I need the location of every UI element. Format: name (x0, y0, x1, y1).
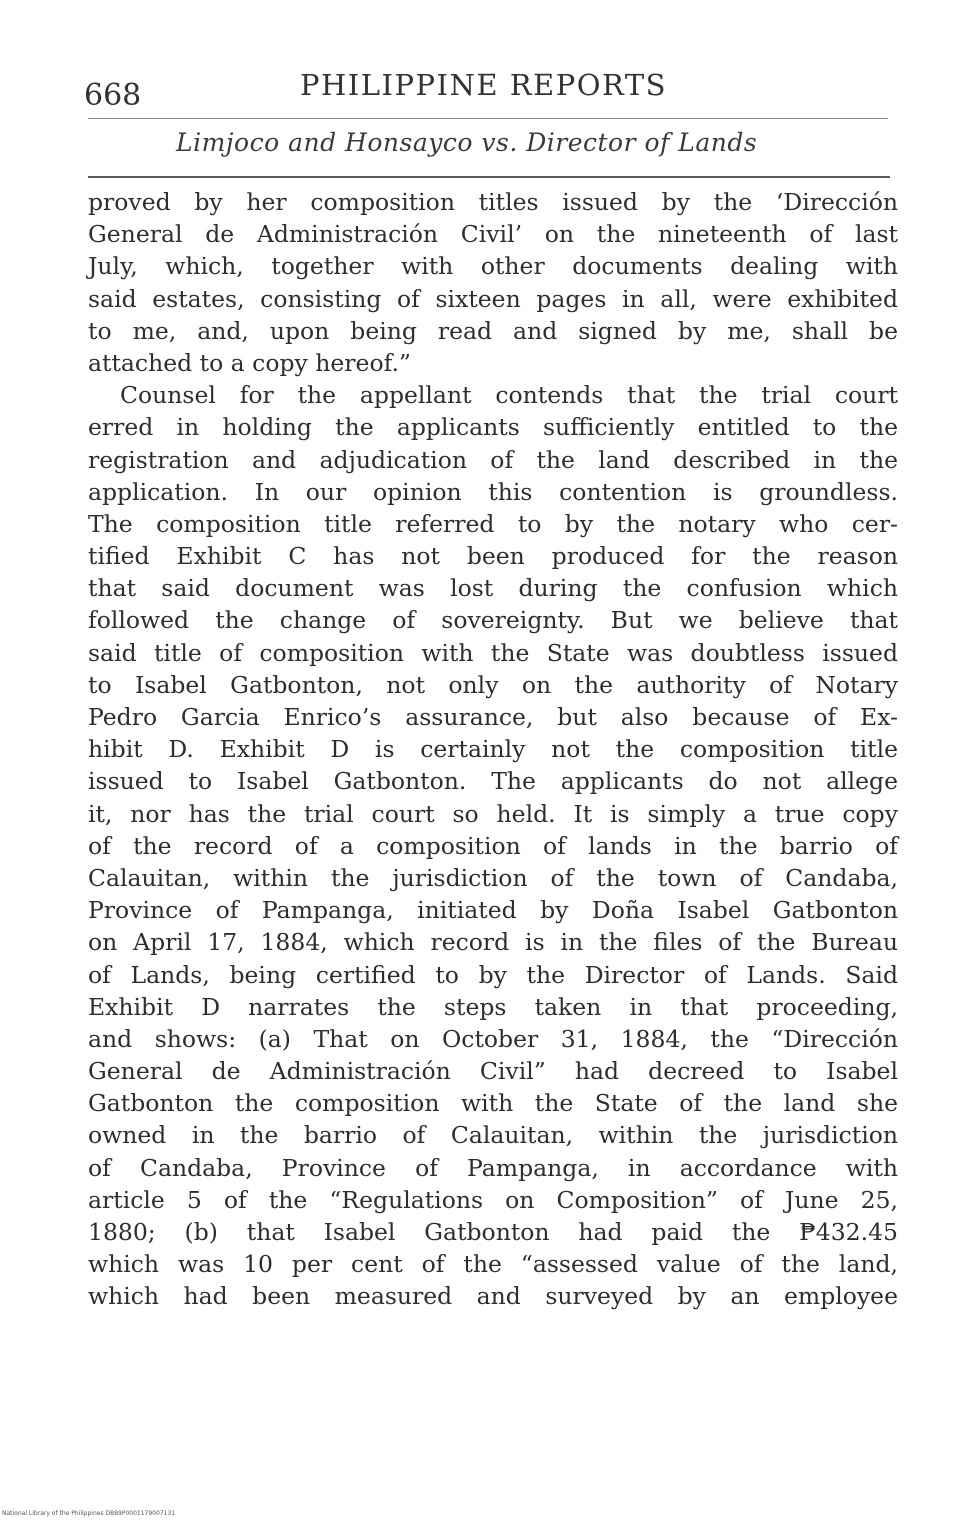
text-line: Calauitan, within the jurisdiction of the town of Candaba, (88, 863, 898, 892)
text-line: proved by her composition titles issued by the ‘Dirección (88, 188, 898, 216)
body-text (88, 186, 898, 1313)
page-number: 668 (84, 78, 142, 113)
running-title: PHILIPPINE REPORTS (300, 68, 668, 102)
text-line: Pedro Garcia Enrico’s assurance, but also because of Ex- (88, 703, 898, 731)
text-line: Gatbonton the composition with the State of the land she (88, 1089, 898, 1118)
text-line: which had been measured and surveyed by an employee (88, 1282, 898, 1311)
text-line: said title of composition with the State was doubtless issued (88, 638, 898, 667)
text-line: The composition title referred to by the notary who cer- (88, 509, 898, 538)
text-line: which was 10 per cent of the “assessed value of the land, (88, 1250, 898, 1279)
text-line: Province of Pampanga, initiated by Doña Isabel Gatbonton (88, 896, 898, 925)
text-line: of Lands, being certified to by the Director of Lands. Said (88, 960, 898, 989)
text-line: tified Exhibit C has not been produced for the reason (88, 542, 898, 571)
text-line: General de Administración Civil’ on the nineteenth of last (88, 220, 898, 249)
paragraph-first-line: Counsel for the appellant contends that the trial court (120, 381, 898, 410)
text-line: and shows: (a) That on October 31, 1884, the “Dirección (88, 1024, 898, 1053)
text-line: attached to a copy hereof.” (88, 348, 411, 377)
header-rule-top (88, 118, 888, 119)
text-line: on April 17, 1884, which record is in the files of the Bureau (88, 928, 898, 957)
text-line: article 5 of the “Regulations on Composition” of June 25, (88, 1185, 898, 1214)
text-line: application. In our opinion this contention is groundless. (88, 477, 898, 506)
source-footer-note: National Library of the Philippines DB89P0001179007131 (2, 1510, 176, 1517)
text-line: owned in the barrio of Calauitan, within the jurisdiction (88, 1121, 898, 1150)
text-line: of the record of a composition of lands in the barrio of (88, 831, 898, 860)
text-line: erred in holding the applicants sufficiently entitled to the (88, 413, 898, 442)
text-line: said estates, consisting of sixteen pages in all, were exhibited (88, 284, 898, 313)
header-rule-bottom (88, 176, 890, 178)
text-line: issued to Isabel Gatbonton. The applicants do not allege (88, 767, 898, 796)
text-line: Exhibit D narrates the steps taken in that proceeding, (88, 992, 898, 1021)
text-line: July, which, together with other documents dealing with (88, 252, 898, 281)
text-line: registration and adjudication of the land described in the (88, 445, 898, 474)
case-title: Limjoco and Honsayco vs. Director of Lands (176, 128, 758, 157)
text-line: 1880; (b) that Isabel Gatbonton had paid the ₱432.45 (88, 1218, 898, 1246)
text-line: to Isabel Gatbonton, not only on the authority of Notary (88, 670, 898, 699)
text-line: it, nor has the trial court so held. It is simply a true copy (88, 799, 898, 828)
text-line: General de Administración Civil” had decreed to Isabel (88, 1057, 898, 1086)
text-line: that said document was lost during the confusion which (88, 574, 898, 603)
text-line: of Candaba, Province of Pampanga, in accordance with (88, 1153, 898, 1182)
text-line: to me, and, upon being read and signed by me, shall be (88, 316, 898, 345)
text-line: followed the change of sovereignty. But we believe that (88, 606, 898, 635)
text-line: hibit D. Exhibit D is certainly not the composition title (88, 735, 898, 764)
